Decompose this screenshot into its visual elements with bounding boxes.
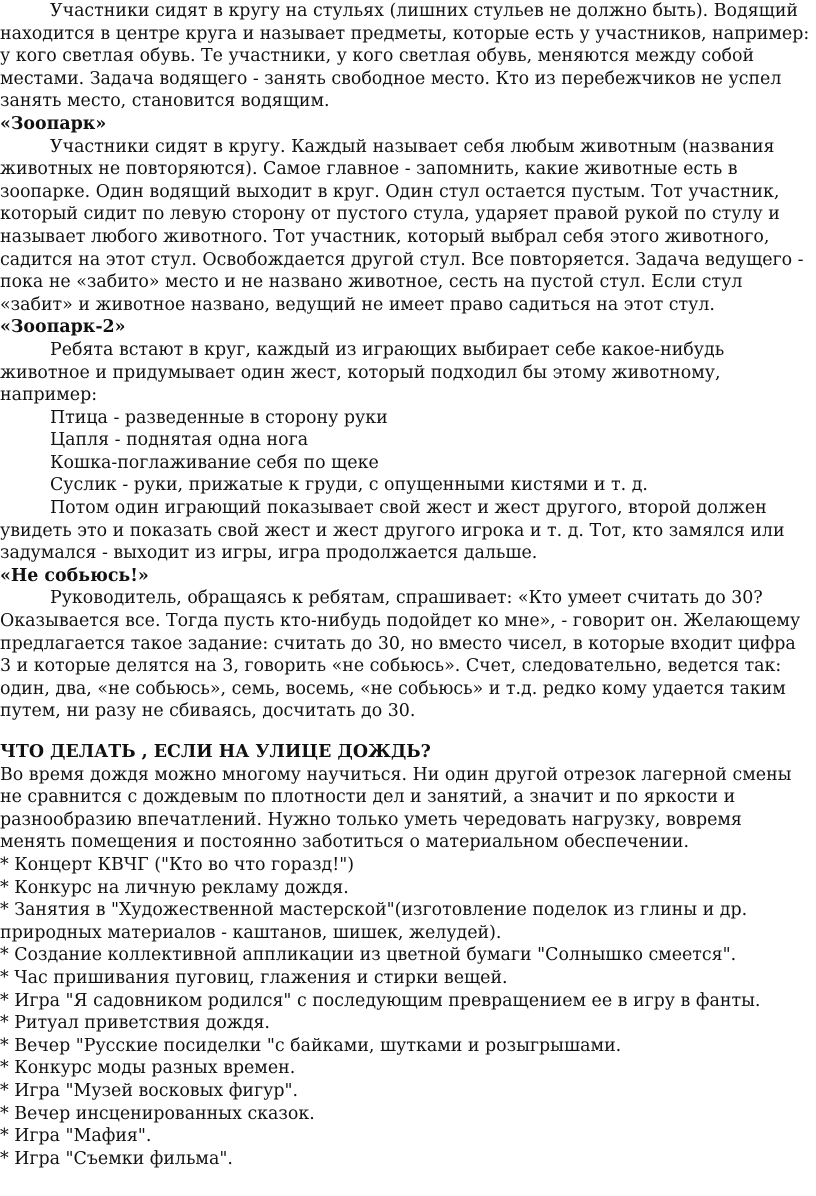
rain-list-item: * Игра "Мафия". — [0, 1126, 152, 1147]
nesobyus-title: «Не собьюсь!» — [0, 565, 149, 586]
zoo-paragraph: Участники сидят в кругу. Каждый называет себя любым животным (названия животных не повторяются). Самое главное - запомнить, какие животные есть в зоопарке. Один водящий выходит в круг. Один стул остается пустым. Тот участник, который сидит по левую сторону от пустого стула, ударяет правой рукой по стулу и называет любого животного. Тот участник, который выбрал себя этого животного, садится на этот стул. Освобождается другой стул. Все повторяется. Задача ведущего - пока не «забито» место и не названо животное, сесть на пустой стул. Если стул «забит» и животное названо, ведущий не имеет право садиться на этот стул. — [0, 136, 804, 315]
zoo2-example-cat: Кошка-поглаживание себя по щеке — [50, 452, 379, 473]
rain-list-item: * Час пришивания пуговиц, глажения и стирки вещей. — [0, 967, 508, 988]
zoo-title: «Зоопарк» — [0, 113, 107, 134]
rain-list-item: * Занятия в "Художественной мастерской"(изготовление поделок из глины и др. природных материалов - каштанов, шишек, желудей). — [0, 900, 748, 943]
rain-list-item: * Игра "Съемки фильма". — [0, 1148, 233, 1169]
rain-list-item: * Конкурс моды разных времен. — [0, 1058, 296, 1079]
intro-paragraph: Участники сидят в кругу на стульях (лишних стульев не должно быть). Водящий находится в центре круга и называет предметы, которые есть у участников, например: у кого светлая обувь. Те участники, у кого светлая обувь, меняются между собой местами. Задача водящего - занять свободное место. Кто из перебежчиков не успел занять место, становится водящим. — [0, 1, 810, 112]
rain-list-item: * Ритуал приветствия дождя. — [0, 1013, 270, 1034]
zoo2-title: «Зоопарк-2» — [0, 317, 126, 338]
zoo2-example-gopher: Суслик - руки, прижатые к груди, с опущенными кистями и т. д. — [50, 475, 648, 496]
rain-list-item: * Концерт КВЧГ ("Кто во что горазд!") — [0, 854, 355, 875]
rain-list-item: * Игра "Я садовником родился" с последующим превращением ее в игру в фанты. — [0, 990, 761, 1011]
rain-list-item: * Конкурс на личную рекламу дождя. — [0, 877, 349, 898]
section-spacer — [0, 723, 810, 741]
rain-list-item: * Создание коллективной аппликации из цветной бумаги "Солнышко смеется". — [0, 945, 737, 966]
rain-paragraph: Во время дождя можно многому научиться. Ни один другой отрезок лагерной смены не сравнится с дождевым по плотности дел и занятий, а значит и по яркости и разнообразию впечатлений. Нужно только уметь чередовать нагрузку, вовремя менять помещения и постоянно заботиться о материальном обеспечении. — [0, 764, 792, 853]
zoo2-paragraph: Ребята встают в круг, каждый из играющих выбирает себе какое-нибудь животное и придумывает один жест, который подходил бы этому животному, например: — [0, 339, 725, 406]
rain-title: ЧТО ДЕЛАТЬ , ЕСЛИ НА УЛИЦЕ ДОЖДЬ? — [0, 742, 431, 762]
zoo2-example-bird: Птица - разведенные в сторону руки — [50, 407, 388, 428]
zoo2-paragraph-2: Потом один играющий показывает свой жест и жест другого, второй должен увидеть это и показать свой жест и жест другого игрока и т. д. Тот, кто замялся или задумался - выходит из игры, игра продолжается дальше. — [0, 498, 785, 564]
rain-list-item: * Вечер "Русские посиделки "с байками, шутками и розыгрышами. — [0, 1035, 622, 1056]
zoo2-example-heron: Цапля - поднятая одна нога — [50, 430, 309, 451]
rain-list-item: * Вечер инсценированных сказок. — [0, 1103, 315, 1124]
nesobyus-paragraph: Руководитель, обращаясь к ребятам, спрашивает: «Кто умеет считать до 30? Оказывается все. Тогда пусть кто-нибудь подойдет ко мне», - говорит он. Желающему предлагается такое задание: считать до 30, но вместо чисел, в которые входит цифра 3 и которые делятся на 3, говорить «не собьюсь». Счет, следовательно, ведется так: один, два, «не собьюсь», семь, восемь, «не собьюсь» и т.д. редко кому удается таким путем, ни разу не сбиваясь, досчитать до 30. — [0, 588, 801, 722]
rain-list-item: * Игра "Музей восковых фигур". — [0, 1080, 298, 1101]
